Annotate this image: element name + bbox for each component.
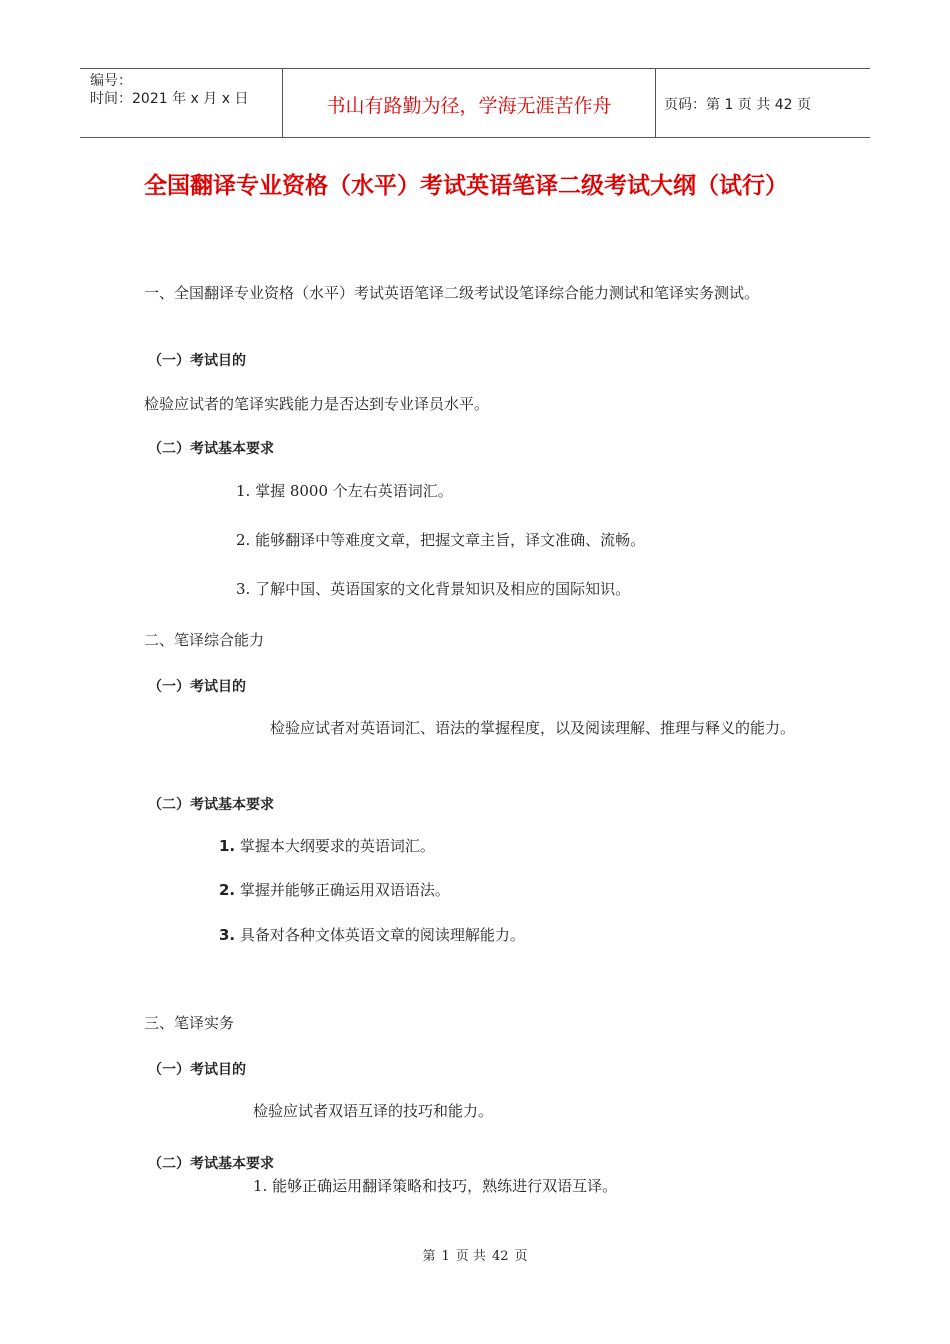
requirement-text: 掌握并能够正确运用双语语法。: [239, 881, 450, 899]
requirement-text: 具备对各种文体英语文章的阅读理解能力。: [239, 926, 525, 944]
section2-requirement-item: [219, 923, 525, 947]
document-title: 全国翻译专业资格（水平）考试英语笔译二级考试大纲（试行）: [144, 173, 788, 199]
document-header: [80, 68, 870, 138]
header-meta-cell: [80, 69, 282, 137]
page-footer: [0, 1245, 950, 1264]
section2-requirement-item: [219, 878, 450, 902]
section1-requirement-item: 3. 了解中国、英语国家的文化背景知识及相应的国际知识。: [236, 580, 631, 598]
section1-requirement-item: 1. 掌握 8000 个左右英语词汇。: [236, 482, 453, 500]
section3-heading: 三、笔译实务: [144, 1014, 235, 1032]
section1-intro: 一、全国翻译专业资格（水平）考试英语笔译二级考试设笔译综合能力测试和笔译实务测试。: [144, 284, 760, 302]
footer-prefix: 第: [422, 1249, 436, 1264]
section1-requirement-item: 2. 能够翻译中等难度文章，把握文章主旨，译文准确、流畅。: [236, 531, 646, 549]
footer-suffix: 页: [514, 1249, 528, 1264]
header-page-cell: [656, 69, 870, 137]
requirement-number: 1.: [219, 837, 236, 855]
section2-purpose-heading: （一）考试目的: [148, 679, 246, 695]
doc-date-label: 时间：2021 年 x 月 x 日: [90, 91, 249, 107]
section2-purpose-text: 检验应试者对英语词汇、语法的掌握程度，以及阅读理解、推理与释义的能力。: [270, 719, 796, 737]
section3-purpose-heading: （一）考试目的: [148, 1062, 246, 1078]
header-motto-cell: [282, 69, 656, 137]
footer-total-pages: 42: [491, 1249, 509, 1264]
requirement-number: 3.: [219, 926, 236, 944]
requirement-text: 掌握本大纲要求的英语词汇。: [239, 837, 435, 855]
section3-requirements-heading: （二）考试基本要求: [148, 1156, 274, 1172]
doc-number-label: 编号：: [90, 73, 132, 89]
section2-requirements-heading: （二）考试基本要求: [148, 797, 274, 813]
header-motto: 书山有路勤为径，学海无涯苦作舟: [326, 95, 612, 117]
section1-purpose-text: 检验应试者的笔译实践能力是否达到专业译员水平。: [144, 395, 490, 413]
section2-heading: 二、笔译综合能力: [144, 631, 265, 649]
footer-mid: 页 共: [455, 1249, 486, 1264]
section2-requirement-item: [219, 834, 435, 858]
section1-purpose-heading: （一）考试目的: [148, 353, 246, 369]
requirement-number: 2.: [219, 881, 236, 899]
section3-requirement-item: 1. 能够正确运用翻译策略和技巧，熟练进行双语互译。: [253, 1177, 618, 1195]
section3-purpose-text: 检验应试者双语互译的技巧和能力。: [253, 1102, 494, 1120]
section1-requirements-heading: （二）考试基本要求: [148, 441, 274, 457]
header-page-number: 页码：第 1 页 共 42 页: [664, 97, 811, 113]
footer-page-number: 1: [441, 1249, 450, 1264]
